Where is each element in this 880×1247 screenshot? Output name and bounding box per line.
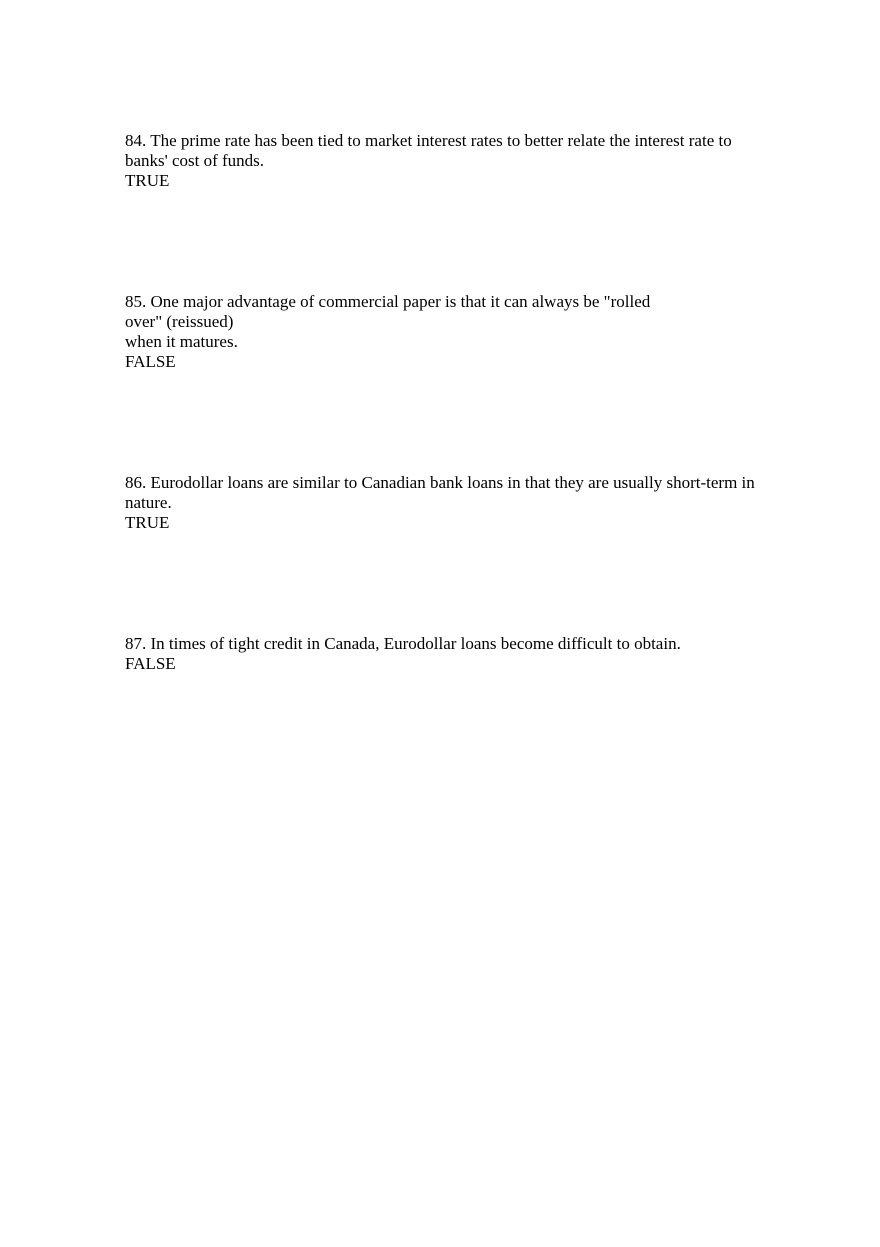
question-85-text-line-1: 85. One major advantage of commercial paper is that it can always be "rolled [125,292,651,311]
question-84-text-line-1: 84. The prime rate has been tied to market interest rates to better relate the interest rate to [125,131,732,150]
question-84-text-line-2: banks' cost of funds. [125,151,265,170]
question-87-answer: FALSE [125,654,176,673]
question-84 [125,131,785,191]
question-86-answer: TRUE [125,513,170,532]
question-85-text-line-3: when it matures. [125,332,238,351]
question-85-text-line-2: over" (reissued) [125,312,234,331]
question-86 [125,473,785,533]
question-85-answer: FALSE [125,352,176,371]
question-86-text-line-2: nature. [125,493,172,512]
question-87 [125,634,785,674]
question-87-text-line-1: 87. In times of tight credit in Canada, Eurodollar loans become difficult to obtain. [125,634,681,653]
question-85 [125,292,785,372]
question-84-answer: TRUE [125,171,170,190]
question-86-text-line-1: 86. Eurodollar loans are similar to Canadian bank loans in that they are usually short-term in [125,473,755,492]
